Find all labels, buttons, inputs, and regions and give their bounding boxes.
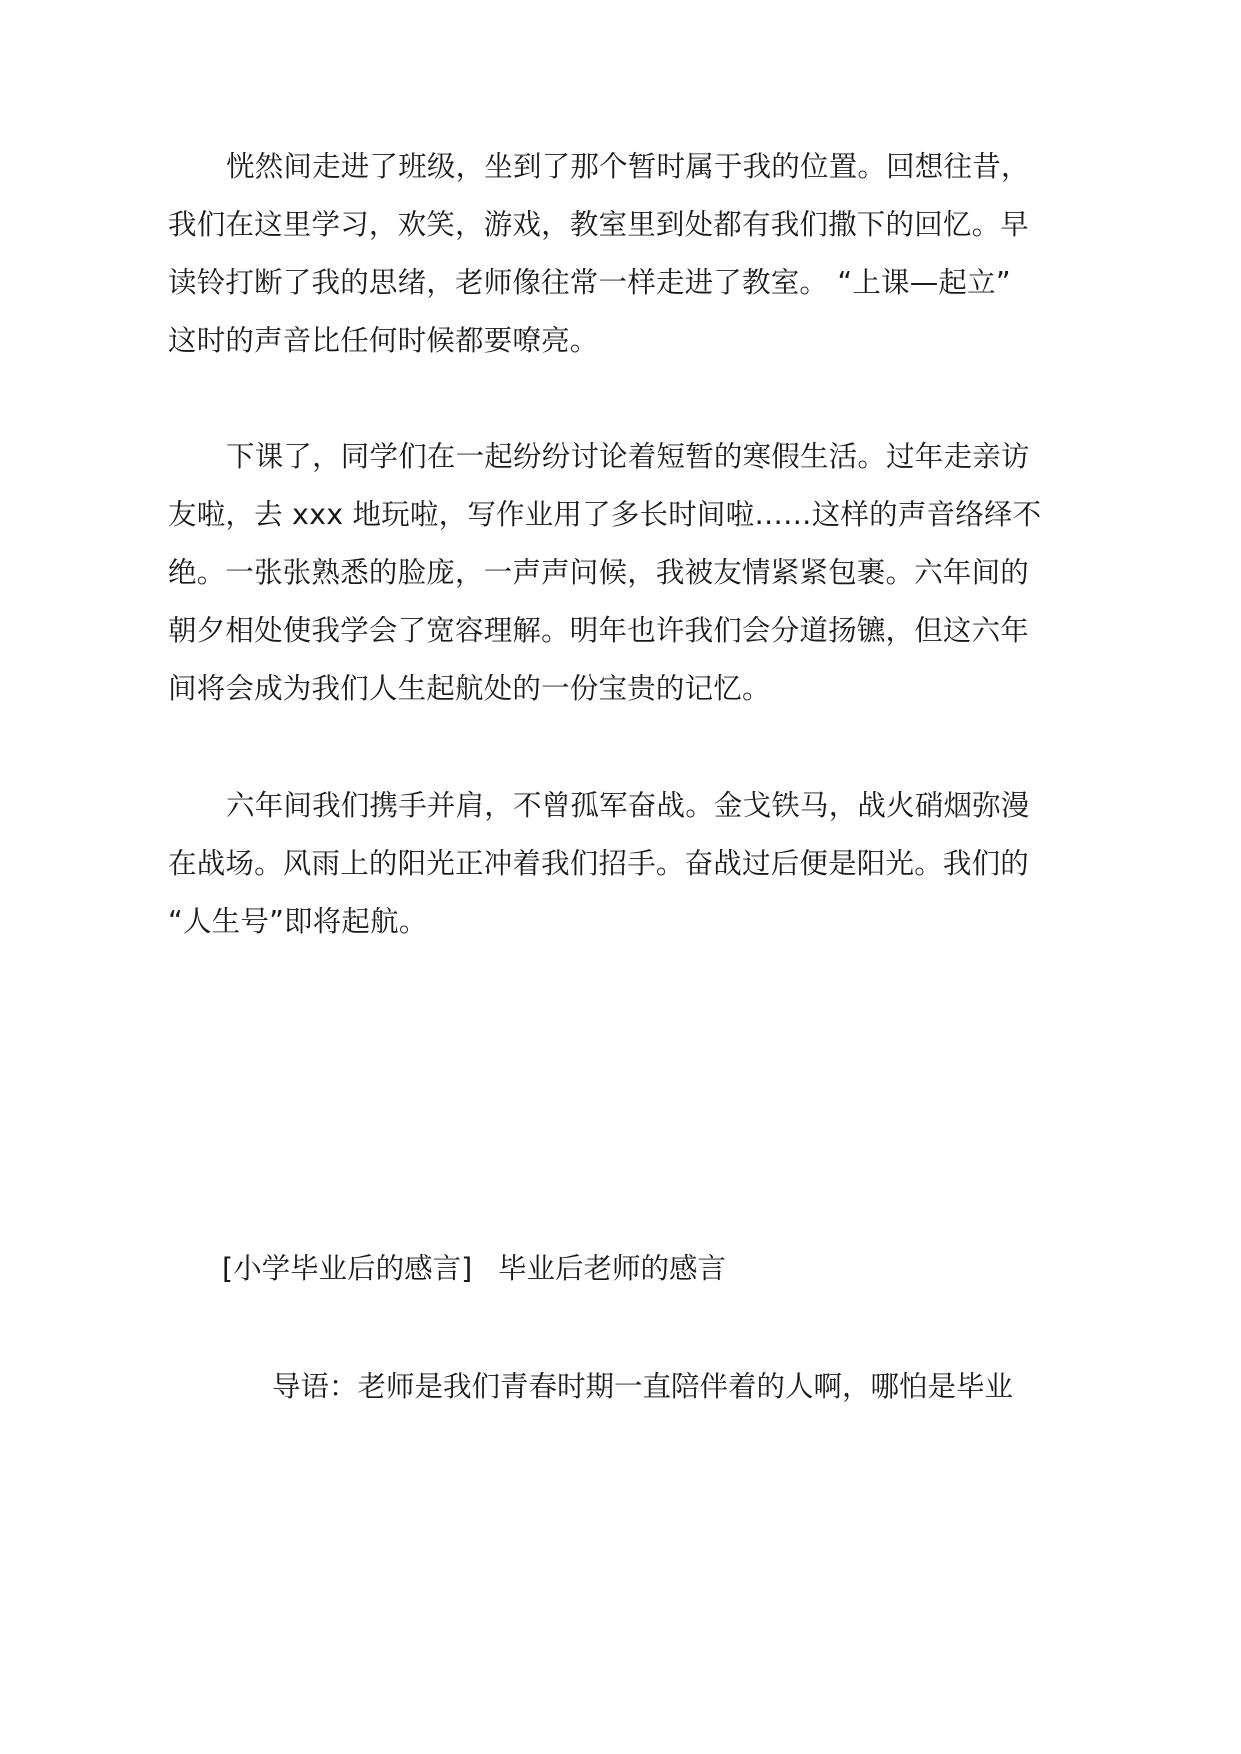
paragraph-line: 恍然间走进了班级，坐到了那个暂时属于我的位置。回想往昔， — [226, 150, 1030, 183]
paragraph-line: 在战场。风雨上的阳光正冲着我们招手。奋战过后便是阳光。我们的 — [168, 847, 1030, 880]
paragraph-line: 读铃打断了我的思绪，老师像往常一样走进了教室。 “上课—起立” — [168, 266, 1011, 299]
section-title — [498, 1249, 726, 1289]
paragraph-line: 六年间我们携手并肩，不曾孤军奋战。金戈铁马，战火硝烟弥漫 — [226, 789, 1030, 822]
paragraph-line: 朝夕相处使我学会了宽容理解。明年也许我们会分道扬镳，但这六年 — [168, 614, 1030, 647]
paragraph-line: 我们在这里学习，欢笑，游戏，教室里到处都有我们撒下的回忆。早 — [168, 208, 1030, 241]
paragraph-after-class — [168, 437, 1042, 727]
paragraph-line: 这时的声音比任何时候都要嘹亮。 — [168, 324, 599, 357]
section-title-text: 毕业后老师的感言 — [498, 1252, 727, 1285]
paragraph-line: 下课了，同学们在一起纷纷讨论着短暂的寒假生活。过年走亲访 — [226, 440, 1030, 473]
intro-text: 导语：老师是我们青春时期一直陪伴着的人啊，哪怕是毕业 — [272, 1370, 1014, 1403]
paragraph-line: 间将会成为我们人生起航处的一份宝贵的记忆。 — [168, 672, 771, 705]
paragraph-classroom-return — [168, 147, 1030, 387]
paragraph-line: 友啦，去 xxx 地玩啦，写作业用了多长时间啦……这样的声音络绎不 — [168, 498, 1042, 531]
paragraph-six-years — [168, 786, 1030, 966]
section-heading — [222, 1249, 472, 1289]
paragraph-line: 绝。一张张熟悉的脸庞，一声声问候，我被友情紧紧包裹。六年间的 — [168, 556, 1030, 589]
section-heading-tag: [小学毕业后的感言] — [222, 1252, 473, 1285]
intro-line — [272, 1367, 1013, 1407]
paragraph-line: “人生号”即将起航。 — [168, 905, 428, 938]
